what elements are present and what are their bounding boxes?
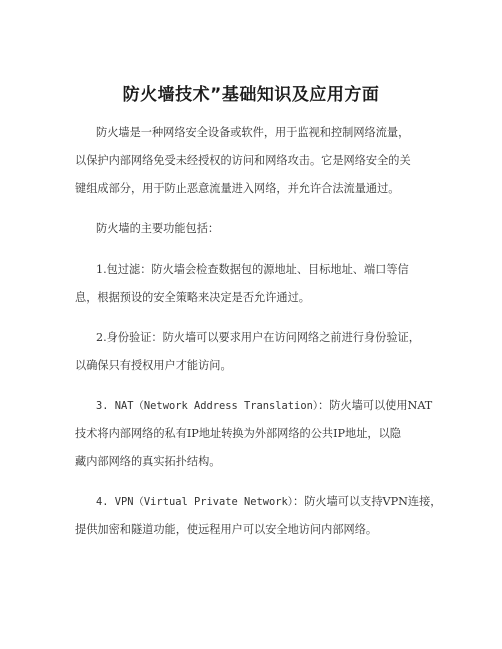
item-2-line-2: 以确保只有授权用户才能访问。: [75, 359, 232, 372]
item-3-line-1: [96, 399, 432, 413]
item-4-line-1-term: 4. VPN（Virtual Private Network）: [96, 496, 293, 508]
functions-heading: 防火墙的主要功能包括：: [96, 222, 220, 235]
intro-line-2: 以保护内部网络免受未经授权的访问和网络攻击。它是网络安全的关: [75, 154, 411, 167]
intro-line-3: 键组成部分，用于防止恶意流量进入网络，并允许合法流量通过。: [75, 182, 400, 195]
item-4-line-1: [96, 495, 441, 509]
item-3-line-1-rest: ：防火墙可以使用NAT: [318, 399, 433, 412]
item-3-line-1-term: 3. NAT（Network Address Translation）: [96, 400, 319, 412]
item-1-line-2: 息，根据预设的安全策略来决定是否允许通过。: [75, 291, 310, 304]
item-4-line-2: 提供加密和隧道功能，使远程用户可以安全地访问内部网络。: [75, 523, 378, 536]
item-2-line-1: 2.身份验证：防火墙可以要求用户在访问网络之前进行身份验证，: [96, 331, 420, 344]
item-3-line-2: 技术将内部网络的私有IP地址转换为外部网络的公共IP地址，以隐: [75, 427, 401, 440]
item-4-line-1-rest: ：防火墙可以支持VPN连接，: [293, 495, 442, 508]
item-1-line-1: 1.包过滤：防火墙会检查数据包的源地址、目标地址、端口等信: [96, 263, 409, 276]
item-3-line-3: 藏内部网络的真实拓扑结构。: [75, 455, 221, 468]
page-title: 防火墙技术”基础知识及应用方面: [122, 85, 380, 105]
intro-line-1: 防火墙是一种网络安全设备或软件，用于监视和控制网络流量，: [96, 126, 410, 139]
